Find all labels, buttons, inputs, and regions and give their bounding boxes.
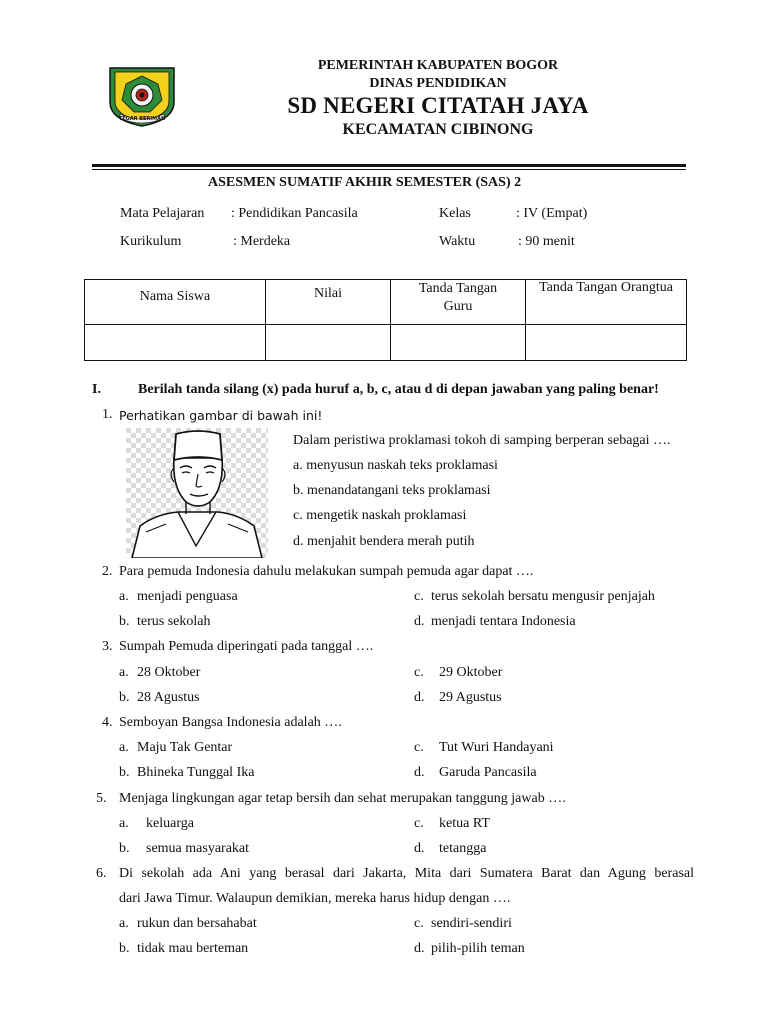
question-4-option-b-letter[interactable]: b. bbox=[119, 765, 130, 780]
question-6-number: 6. bbox=[96, 866, 107, 881]
question-4-option-a[interactable]: Maju Tak Gentar bbox=[137, 740, 233, 755]
section-numeral: I. bbox=[92, 382, 101, 397]
header-divider-thin bbox=[92, 169, 686, 170]
question-6-option-b[interactable]: tidak mau berteman bbox=[137, 941, 249, 956]
question-4-number: 4. bbox=[102, 715, 113, 730]
question-6-text-line-1: Di sekolah ada Ani yang berasal dari Jakarta, Mita dari Sumatera Barat dan Agung berasal bbox=[119, 866, 694, 881]
question-5-option-d-letter[interactable]: d. bbox=[414, 841, 425, 856]
header-divider-thick bbox=[92, 164, 686, 167]
question-5-text: Menjaga lingkungan agar tetap bersih dan sehat merupakan tanggung jawab …. bbox=[119, 791, 566, 806]
class-label: Kelas bbox=[439, 206, 471, 221]
question-4-option-d[interactable]: Garuda Pancasila bbox=[439, 765, 537, 780]
question-5-option-b[interactable]: semua masyarakat bbox=[146, 841, 250, 856]
question-2-option-c[interactable]: terus sekolah bersatu mengusir penjajah bbox=[431, 589, 655, 604]
sukarno-portrait-image bbox=[126, 428, 268, 558]
question-3-option-c[interactable]: 29 Oktober bbox=[439, 665, 503, 680]
curriculum-label: Kurikulum bbox=[120, 234, 182, 249]
question-3-number: 3. bbox=[102, 639, 113, 654]
student-grade-table bbox=[84, 279, 687, 361]
question-6-option-c[interactable]: sendiri-sendiri bbox=[431, 916, 512, 931]
question-2-option-c-letter[interactable]: c. bbox=[414, 589, 424, 604]
question-4-option-d-letter[interactable]: d. bbox=[414, 765, 425, 780]
question-3-option-d[interactable]: 29 Agustus bbox=[439, 690, 502, 705]
question-4-option-b[interactable]: Bhineka Tunggal Ika bbox=[137, 765, 255, 780]
question-6-option-c-letter[interactable]: c. bbox=[414, 916, 424, 931]
question-3-option-d-letter[interactable]: d. bbox=[414, 690, 425, 705]
question-1-number: 1. bbox=[102, 407, 113, 422]
class-value: : IV (Empat) bbox=[516, 206, 588, 221]
question-2-option-a-letter[interactable]: a. bbox=[119, 589, 129, 604]
section-instruction: Berilah tanda silang (x) pada huruf a, b, c, atau d di depan jawaban yang paling benar! bbox=[138, 382, 659, 397]
question-3-option-a[interactable]: 28 Oktober bbox=[137, 665, 201, 680]
question-2-number: 2. bbox=[102, 564, 113, 579]
question-2-text: Para pemuda Indonesia dahulu melakukan sumpah pemuda agar dapat …. bbox=[119, 564, 534, 579]
question-6-option-d[interactable]: pilih-pilih teman bbox=[431, 941, 525, 956]
exam-title: ASESMEN SUMATIF AKHIR SEMESTER (SAS) 2 bbox=[208, 175, 522, 190]
question-3-option-b-letter[interactable]: b. bbox=[119, 690, 130, 705]
question-2-option-a[interactable]: menjadi penguasa bbox=[137, 589, 238, 604]
teacher-signature-cell[interactable] bbox=[391, 325, 526, 361]
question-4-option-c-letter[interactable]: c. bbox=[414, 740, 424, 755]
question-2-option-b[interactable]: terus sekolah bbox=[137, 614, 211, 629]
header-government: PEMERINTAH KABUPATEN BOGOR bbox=[317, 58, 559, 73]
question-3-option-b[interactable]: 28 Agustus bbox=[137, 690, 200, 705]
table-header-score: Nilai bbox=[266, 280, 391, 325]
subject-value: : Pendidikan Pancasila bbox=[231, 206, 358, 221]
question-5-option-a-letter[interactable]: a. bbox=[119, 816, 129, 831]
question-4-option-a-letter[interactable]: a. bbox=[119, 740, 129, 755]
question-5-number: 5. bbox=[96, 791, 107, 806]
question-3-option-c-letter[interactable]: c. bbox=[414, 665, 424, 680]
header-department: DINAS PENDIDIKAN bbox=[369, 76, 507, 91]
question-2-option-d-letter[interactable]: d. bbox=[414, 614, 425, 629]
score-cell[interactable] bbox=[266, 325, 391, 361]
question-1-option-d[interactable]: d. menjahit bendera merah putih bbox=[293, 534, 475, 549]
question-1-option-b[interactable]: b. menandatangani teks proklamasi bbox=[293, 483, 491, 498]
question-6-option-a-letter[interactable]: a. bbox=[119, 916, 129, 931]
header-school-name: SD NEGERI CITATAH JAYA bbox=[287, 93, 589, 118]
question-5-option-a[interactable]: keluarga bbox=[146, 816, 194, 831]
question-1-text: Perhatikan gambar di bawah ini! bbox=[119, 408, 323, 423]
curriculum-value: : Merdeka bbox=[233, 234, 291, 249]
parent-signature-cell[interactable] bbox=[526, 325, 687, 361]
subject-label: Mata Pelajaran bbox=[120, 206, 205, 221]
question-5-option-c[interactable]: ketua RT bbox=[439, 816, 490, 831]
question-6-option-a[interactable]: rukun dan bersahabat bbox=[137, 916, 257, 931]
table-header-teacher-signature: Tanda Tangan Guru bbox=[391, 280, 526, 325]
table-header-parent-signature: Tanda Tangan Orangtua bbox=[526, 280, 687, 325]
question-1-option-c[interactable]: c. mengetik naskah proklamasi bbox=[293, 508, 467, 523]
question-1-stem: Dalam peristiwa proklamasi tokoh di samping berperan sebagai …. bbox=[293, 433, 671, 448]
time-label: Waktu bbox=[439, 234, 476, 249]
question-2-option-b-letter[interactable]: b. bbox=[119, 614, 130, 629]
time-value: : 90 menit bbox=[518, 234, 575, 249]
question-3-text: Sumpah Pemuda diperingati pada tanggal …. bbox=[119, 639, 374, 654]
table-header-student-name: Nama Siswa bbox=[85, 280, 266, 325]
question-5-option-b-letter[interactable]: b. bbox=[119, 841, 130, 856]
logo-motto: TEGAR BERIMAN bbox=[118, 116, 166, 122]
question-6-option-d-letter[interactable]: d. bbox=[414, 941, 425, 956]
question-4-text: Semboyan Bangsa Indonesia adalah …. bbox=[119, 715, 342, 730]
question-5-option-d[interactable]: tetangga bbox=[439, 841, 487, 856]
header-district: KECAMATAN CIBINONG bbox=[342, 121, 534, 138]
question-4-option-c[interactable]: Tut Wuri Handayani bbox=[439, 740, 554, 755]
question-5-option-c-letter[interactable]: c. bbox=[414, 816, 424, 831]
question-6-option-b-letter[interactable]: b. bbox=[119, 941, 130, 956]
question-3-option-a-letter[interactable]: a. bbox=[119, 665, 129, 680]
student-name-cell[interactable] bbox=[85, 325, 266, 361]
question-2-option-d[interactable]: menjadi tentara Indonesia bbox=[431, 614, 576, 629]
question-1-option-a[interactable]: a. menyusun naskah teks proklamasi bbox=[293, 458, 498, 473]
question-6-text-line-2: dari Jawa Timur. Walaupun demikian, mereka harus hidup dengan …. bbox=[119, 891, 511, 906]
